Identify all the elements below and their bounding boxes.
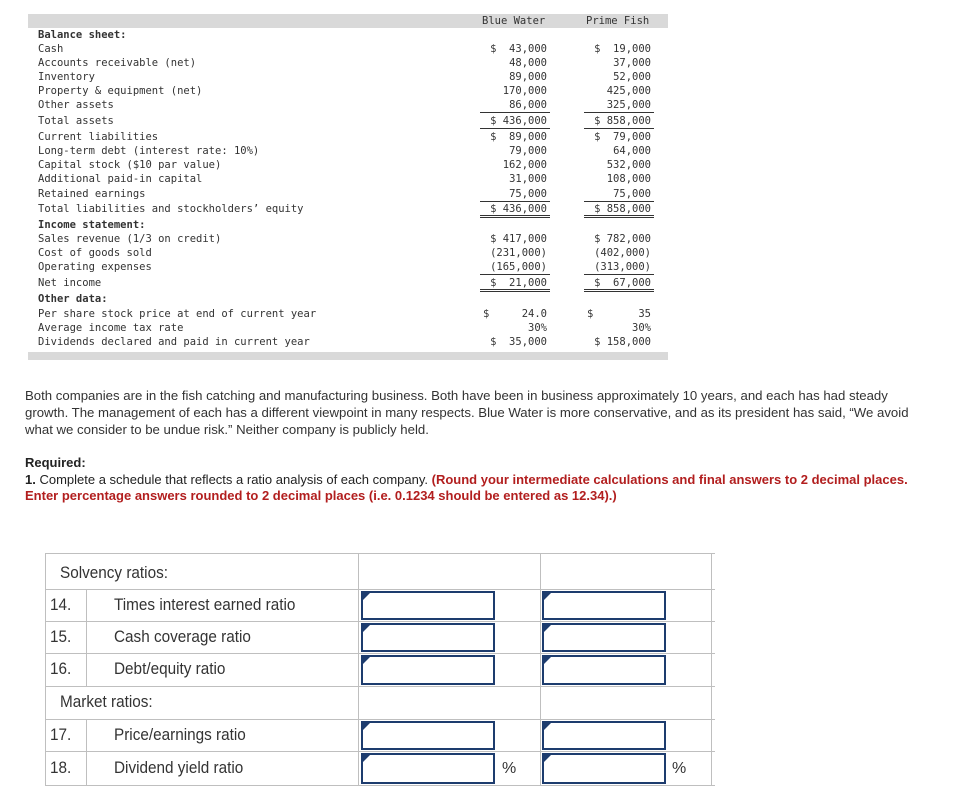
prime-fish-times-interest-earned-input[interactable]	[542, 591, 666, 620]
header-band	[28, 14, 668, 28]
prime-fish-value: (313,000)	[594, 261, 651, 273]
prime-fish-value: $ 19,000	[594, 43, 651, 55]
grid-line	[45, 751, 715, 752]
blue-water-value: 89,000	[509, 71, 547, 83]
financial-row-label: Total assets	[38, 115, 114, 127]
financial-row-label: Inventory	[38, 71, 95, 83]
total-underline	[480, 274, 550, 275]
dollar-sign: $	[587, 308, 594, 320]
grid-line	[540, 553, 541, 785]
prime-fish-value: $ 158,000	[594, 336, 651, 348]
financial-row-label: Other assets	[38, 99, 114, 111]
prime-fish-dividend-yield-input[interactable]	[542, 753, 666, 784]
required-section	[25, 455, 935, 505]
total-underline	[480, 291, 550, 292]
financial-row-label: Average income tax rate	[38, 322, 184, 334]
blue-water-value: 31,000	[509, 173, 547, 185]
financial-row-label: Capital stock ($10 par value)	[38, 159, 222, 171]
ratio-number: 14.	[50, 595, 72, 614]
prime-fish-value: 30%	[632, 322, 651, 334]
blue-water-value: 79,000	[509, 145, 547, 157]
financial-row-label: Income statement:	[38, 219, 146, 231]
total-underline	[584, 201, 654, 202]
total-underline	[480, 128, 550, 129]
blue-water-dividend-yield-input[interactable]	[361, 753, 495, 784]
ratio-label-dividend-yield: Dividend yield ratio	[114, 758, 244, 777]
prime-fish-value: 532,000	[606, 159, 651, 171]
prime-fish-value: 425,000	[606, 85, 651, 97]
grid-line	[45, 553, 715, 554]
total-underline	[480, 289, 550, 290]
grid-line	[45, 719, 715, 720]
required-item-text: Complete a schedule that reflects a ratio analysis of each company.	[39, 471, 428, 487]
prime-fish-value: $ 858,000	[594, 203, 651, 215]
total-underline	[480, 112, 550, 113]
financial-row-label: Dividends declared and paid in current year	[38, 336, 310, 348]
financial-row-label: Other data:	[38, 293, 108, 305]
prime-fish-value: 37,000	[613, 57, 651, 69]
prime-fish-value: 325,000	[606, 99, 651, 111]
financial-data-table	[28, 14, 668, 362]
blue-water-value: $ 436,000	[490, 115, 547, 127]
grid-line	[86, 589, 87, 686]
blue-water-value: 162,000	[502, 159, 547, 171]
total-underline	[480, 201, 550, 202]
financial-row-label: Sales revenue (1/3 on credit)	[38, 233, 222, 245]
prime-fish-value: 35	[638, 308, 651, 320]
financial-row-label: Current liabilities	[38, 131, 159, 143]
financial-row-label: Cost of goods sold	[38, 247, 152, 259]
required-item-number: 1.	[25, 471, 36, 487]
grid-line	[45, 553, 46, 785]
total-underline	[584, 289, 654, 290]
ratio-number: 17.	[50, 725, 72, 744]
blue-water-value: (231,000)	[490, 247, 547, 259]
total-underline	[584, 128, 654, 129]
prime-fish-value: 64,000	[613, 145, 651, 157]
financial-row-label: Retained earnings	[38, 188, 146, 200]
blue-water-value: 48,000	[509, 57, 547, 69]
total-underline	[584, 112, 654, 113]
blue-water-value: $ 35,000	[490, 336, 547, 348]
blue-water-value: 75,000	[509, 188, 547, 200]
blue-water-value: $ 21,000	[490, 277, 547, 289]
grid-line	[45, 589, 715, 590]
grid-line	[86, 719, 87, 785]
prime-fish-value: (402,000)	[594, 247, 651, 259]
prime-fish-cash-coverage-input[interactable]	[542, 623, 666, 652]
total-underline	[584, 291, 654, 292]
blue-water-cash-coverage-input[interactable]	[361, 623, 495, 652]
market-heading: Market ratios:	[60, 692, 153, 711]
financial-row-label: Total liabilities and stockholders’ equity	[38, 203, 304, 215]
prime-fish-value: $ 79,000	[594, 131, 651, 143]
prime-fish-debt-equity-input[interactable]	[542, 655, 666, 685]
financial-row-label: Net income	[38, 277, 102, 289]
blue-water-value: $ 436,000	[490, 203, 547, 215]
grid-line	[45, 653, 715, 654]
financial-row-label: Operating expenses	[38, 261, 152, 273]
total-underline	[480, 215, 550, 216]
grid-line	[358, 553, 359, 785]
prime-fish-value: 75,000	[613, 188, 651, 200]
solvency-heading: Solvency ratios:	[60, 563, 168, 582]
grid-line	[45, 686, 715, 687]
grid-line	[45, 621, 715, 622]
ratio-label-debt-equity: Debt/equity ratio	[114, 659, 226, 678]
prime-fish-value: $ 782,000	[594, 233, 651, 245]
blue-water-value: $ 417,000	[490, 233, 547, 245]
blue-water-debt-equity-input[interactable]	[361, 655, 495, 685]
ratio-number: 16.	[50, 659, 72, 678]
ratio-answer-grid	[40, 553, 720, 796]
case-description: Both companies are in the fish catching and manufacturing business. Both have been in business approximately 10 years, and each has had steady growth. The management of each has a different viewpoint in many respects. Blue Water is more conservative, and as its president has said, “We avoid what we consider to be undue risk.” Neither company is publicly held.	[25, 388, 909, 437]
percent-suffix: %	[502, 760, 517, 777]
column-header-blue-water: Blue Water	[482, 15, 546, 27]
column-header-prime-fish: Prime Fish	[586, 15, 650, 27]
required-heading: Required:	[25, 455, 86, 470]
prime-fish-value: $ 858,000	[594, 115, 651, 127]
total-underline	[584, 215, 654, 216]
financial-row-label: Property & equipment (net)	[38, 85, 203, 97]
prime-fish-value: 108,000	[606, 173, 651, 185]
footer-band	[28, 352, 668, 360]
financial-row-label: Balance sheet:	[38, 29, 127, 41]
total-underline	[480, 217, 550, 218]
blue-water-price-earnings-input[interactable]	[361, 721, 495, 750]
financial-row-label: Accounts receivable (net)	[38, 57, 197, 69]
ratio-number: 18.	[50, 758, 72, 777]
prime-fish-value: $ 67,000	[594, 277, 651, 289]
financial-row-label: Cash	[38, 43, 64, 55]
ratio-number: 15.	[50, 627, 72, 646]
grid-line	[45, 785, 715, 786]
total-underline	[584, 217, 654, 218]
grid-line	[711, 553, 712, 785]
prime-fish-value: 52,000	[613, 71, 651, 83]
blue-water-value: 86,000	[509, 99, 547, 111]
blue-water-value: 24.0	[521, 308, 547, 320]
ratio-label-times-interest-earned: Times interest earned ratio	[114, 595, 296, 614]
prime-fish-price-earnings-input[interactable]	[542, 721, 666, 750]
financial-row-label: Per share stock price at end of current year	[38, 308, 317, 320]
blue-water-value: 30%	[528, 322, 547, 334]
financial-row-label: Additional paid-in capital	[38, 173, 203, 185]
blue-water-value: $ 43,000	[490, 43, 547, 55]
ratio-label-cash-coverage: Cash coverage ratio	[114, 627, 251, 646]
blue-water-value: 170,000	[502, 85, 547, 97]
blue-water-value: (165,000)	[490, 261, 547, 273]
blue-water-times-interest-earned-input[interactable]	[361, 591, 495, 620]
rounding-instruction: (Round your intermediate calculations and final answers to 2 decimal places. Enter percentage answers rounded to 2 decimal places (i.e. 0.1234 should be entered as 12.34).)	[25, 471, 908, 503]
blue-water-value: $ 89,000	[490, 131, 547, 143]
financial-row-label: Long-term debt (interest rate: 10%)	[38, 145, 260, 157]
ratio-label-price-earnings: Price/earnings ratio	[114, 725, 246, 744]
percent-suffix: %	[672, 760, 687, 777]
total-underline	[584, 274, 654, 275]
dollar-sign: $	[483, 308, 490, 320]
